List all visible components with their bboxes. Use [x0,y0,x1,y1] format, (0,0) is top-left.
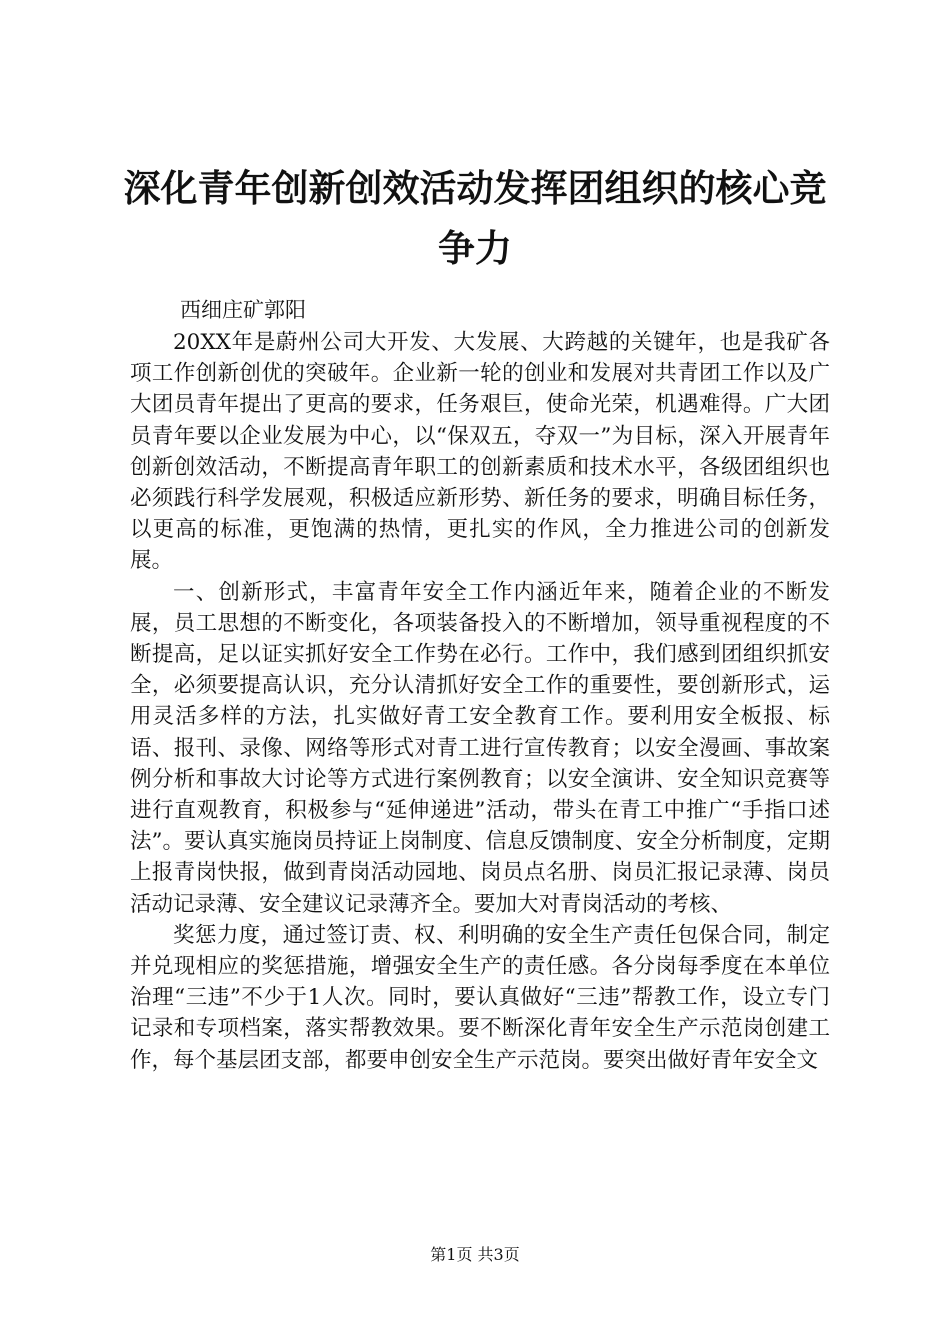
document-body [130,327,830,1076]
paragraph-section-one: 一、创新形式，丰富青年安全工作内涵近年来，随着企业的不断发展，员工思想的不断变化，各项装备投入的不断增加，领导重视程度的不断提高，足以证实抓好安全工作势在必行。工作中，我们感到团组织抓安全，必须要提高认识，充分认清抓好安全工作的重要性，要创新形式，运用灵活多样的方法，扎实做好青工安全教育工作。要利用安全板报、标语、报刊、录像、网络等形式对青工进行宣传教育；以安全漫画、事故案例分析和事故大讨论等方式进行案例教育；以安全演讲、安全知识竞赛等进行直观教育，积极参与“延伸递进”活动，带头在青工中推广“手指口述法”。要认真实施岗员持证上岗制度、信息反馈制度、安全分析制度，定期上报青岗快报，做到青岗活动园地、岗员点名册、岗员汇报记录薄、岗员活动记录薄、安全建议记录薄齐全。要加大对青岗活动的考核、 [130,579,830,917]
paragraph-rewards: 奖惩力度，通过签订责、权、利明确的安全生产责任包保合同，制定并兑现相应的奖惩措施，增强安全生产的责任感。各分岗每季度在本单位治理“三违”不少于1人次。同时，要认真做好“三违”帮教工作，设立专门记录和专项档案，落实帮教效果。要不断深化青年安全生产示范岗创建工作，每个基层团支部，都要申创安全生产示范岗。要突出做好青年安全文 [130,922,830,1073]
paragraph-intro: 20XX年是蔚州公司大开发、大发展、大跨越的关键年，也是我矿各项工作创新创优的突破年。企业新一轮的创业和发展对共青团工作以及广大团员青年提出了更高的要求，任务艰巨，使命光荣，机遇难得。广大团员青年要以企业发展为中心，以“保双五，夺双一”为目标，深入开展青年创新创效活动，不断提高青年职工的创新素质和技术水平，各级团组织也必须践行科学发展观，积极适应新形势、新任务的要求，明确目标任务，以更高的标准，更饱满的热情，更扎实的作风，全力推进公司的创新发展。 [130,330,830,574]
document-title: 深化青年创新创效活动发挥团组织的核心竞争力 [123,166,827,270]
page-footer: 第1页 共3页 [430,1245,520,1264]
author-line: 西细庄矿郭阳 [180,298,306,322]
